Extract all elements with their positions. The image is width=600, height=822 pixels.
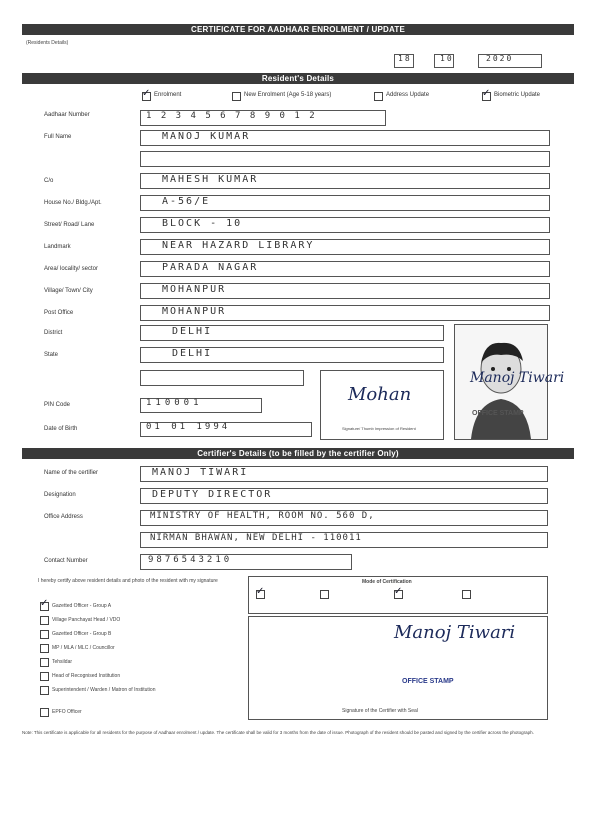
footer-note: Note: This certificate is applicable for all residents for the purpose of Aadhaar enrolment / update. The certificate shall be valid for 3 months from the date of issue. Photograph of the resident should be pasted and signed by the certifier across the photograph. (22, 730, 534, 735)
role-label-3: MP / MLA / MLC / Councillor (52, 645, 115, 651)
field-label-full-name: Full Name (44, 134, 72, 140)
purpose-checkbox-1[interactable] (232, 92, 241, 101)
purpose-label-0: Enrolment (154, 92, 182, 98)
certifier-name-value: MANOJ TIWARI (152, 467, 249, 478)
field-label-post-office: Post Office (44, 310, 74, 316)
field-label-house: House No./ Bldg./Apt. (44, 200, 102, 206)
field-label-area: Area/ locality/ sector (44, 266, 99, 272)
role-label-5: Head of Recognised Institution (52, 673, 121, 679)
role-label-4: Tehsildar (52, 659, 73, 665)
header-note-left: (Residents Details) (26, 40, 69, 46)
form-title-bar: CERTIFICATE FOR AADHAAR ENROLMENT / UPDATE (22, 24, 574, 35)
purpose-label-1: New Enrolment (Age 5-18 years) (244, 92, 332, 98)
certifier-intro: I hereby certify above resident details and photo of the resident with my signature (38, 578, 218, 584)
state-value: DELHI (172, 348, 213, 359)
date-day: 18 (398, 54, 412, 63)
purpose-checkbox-2[interactable] (374, 92, 383, 101)
field-label-state: State (44, 352, 59, 358)
district-value: DELHI (172, 326, 213, 337)
field-label-landmark: Landmark (44, 244, 71, 250)
purpose-label-3: Biometric Update (494, 92, 541, 98)
field-label-co: C/o (44, 178, 54, 184)
aadhaar-number-value: 1 2 3 4 5 6 7 8 9 0 1 2 (146, 111, 317, 121)
purpose-checkbox-3[interactable] (482, 92, 491, 101)
full-name-field-line2[interactable] (140, 151, 550, 167)
extra-field[interactable] (140, 370, 304, 386)
role-label-7: EPFO Officer (52, 709, 82, 715)
field-label-designation: Designation (44, 492, 76, 498)
purpose-label-2: Address Update (386, 92, 430, 98)
landmark-value: NEAR HAZARD LIBRARY (162, 240, 315, 251)
date-year: 2020 (486, 54, 514, 63)
field-label-aadhaar: Aadhaar Number (44, 112, 90, 118)
field-label-street: Street/ Road/ Lane (44, 222, 95, 228)
resident-signature: Mohan (348, 384, 412, 405)
certifier-stamp: OFFICE STAMP (402, 678, 454, 685)
resident-signature-caption: Signature/ Thumb Impression of Resident (342, 426, 416, 431)
certifier-section-bar: Certifier's Details (to be filled by the certifier Only) (22, 448, 574, 459)
field-label-office-address: Office Address (44, 514, 83, 520)
office-address-value-line2: NIRMAN BHAWAN, NEW DELHI - 110011 (150, 533, 362, 543)
certificate-form (22, 18, 574, 788)
purpose-options (142, 90, 572, 104)
role-checkbox-3[interactable] (40, 644, 49, 653)
co-value: MAHESH KUMAR (162, 174, 259, 185)
field-label-pin: PIN Code (44, 402, 71, 408)
role-checkbox-0[interactable] (40, 602, 49, 611)
post-office-value: MOHANPUR (162, 306, 227, 317)
date-month: 10 (440, 54, 454, 63)
area-value: PARADA NAGAR (162, 262, 259, 273)
field-label-contact: Contact Number (44, 558, 88, 564)
role-checkbox-2[interactable] (40, 630, 49, 639)
role-checkbox-4[interactable] (40, 658, 49, 667)
pin-value: 110001 (146, 398, 203, 408)
role-label-2: Gazetted Officer - Group B (52, 631, 112, 637)
mode-checkbox-3[interactable] (462, 590, 471, 599)
field-label-district: District (44, 330, 63, 336)
role-label-0: Gazetted Officer - Group A (52, 603, 112, 609)
house-value: A-56/E (162, 196, 211, 207)
office-address-value: MINISTRY OF HEALTH, ROOM NO. 560 D, (150, 511, 375, 521)
village-value: MOHANPUR (162, 284, 227, 295)
purpose-checkbox-0[interactable] (142, 92, 151, 101)
full-name-value: MANOJ KUMAR (162, 131, 251, 142)
photo-stamp: OFFICE STAMP (472, 410, 524, 417)
field-label-dob: Date of Birth (44, 426, 78, 432)
photo-cross-signature: Manoj Tiwari (470, 370, 565, 386)
mode-label: Mode of Certification (362, 579, 412, 585)
resident-section-bar: Resident's Details (22, 73, 574, 84)
role-checkbox-5[interactable] (40, 672, 49, 681)
field-label-village: Village/ Town/ City (44, 288, 93, 294)
role-checkbox-6[interactable] (40, 686, 49, 695)
role-label-1: Village Panchayat Head / VDO (52, 617, 121, 623)
role-checkbox-7[interactable] (40, 708, 49, 717)
role-checkbox-1[interactable] (40, 616, 49, 625)
mode-checkbox-1[interactable] (320, 590, 329, 599)
mode-checkbox-2[interactable] (394, 590, 403, 599)
certifier-signature-caption: Signature of the Certifier with Seal (342, 708, 418, 714)
contact-value: 9876543210 (148, 555, 233, 565)
certifier-signature: Manoj Tiwari (394, 622, 516, 643)
designation-value: DEPUTY DIRECTOR (152, 489, 273, 500)
mode-checkbox-0[interactable] (256, 590, 265, 599)
role-label-6: Superintendent / Warden / Matron of Institution (52, 687, 156, 693)
dob-value: 01 01 1994 (146, 422, 231, 432)
field-label-certifier-name: Name of the certifier (44, 470, 99, 476)
street-value: BLOCK - 10 (162, 218, 243, 229)
